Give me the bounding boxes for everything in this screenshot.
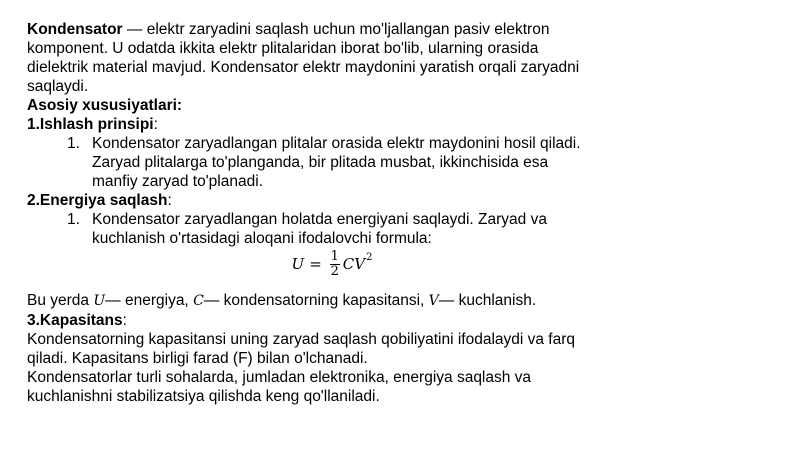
explanation-var-u: U [93,293,106,309]
section1-list-item [27,134,597,191]
formula-equals: = [309,255,322,273]
intro-paragraph [27,20,597,96]
explanation-prefix: Bu yerda [27,292,94,309]
section1-item-text: Kondensator zaryadlangan plitalar orasida elektr maydonini hosil qiladi. Zaryad plitalarga to'planganda, bir plitada musbat, ikkinchisida esa manfiy zaryad to'planadi. [92,135,581,190]
section3-colon: : [122,312,127,329]
section2-heading: 2.Energiya saqlash [27,192,168,209]
explanation-text-v: — kuchlanish. [438,292,537,309]
section3-paragraph2: Kondensatorlar turli sohalarda, jumladan elektronika, energiya saqlash va kuchlanishni stabilizatsiya qilishda keng qo'llaniladi. [27,369,532,405]
section3-heading: 3.Kapasitans [27,312,123,329]
formula-denominator: 2 [330,264,339,279]
energy-formula [27,250,597,290]
explanation-var-c: C [193,293,204,309]
formula-expression [292,250,373,279]
explanation-text-u: — energiya, [105,292,194,309]
explanation-text-c: — kondensatorning kapasitansi, [203,292,429,309]
section1-heading: 1.Ishlash prinsipi [27,116,154,133]
section1-heading-line [27,115,597,134]
section2-item-text: Kondensator zaryadlangan holatda energiyani saqlaydi. Zaryad va kuchlanish o'rtasidagi aloqani ifodalovchi formula: [92,211,547,247]
formula-exponent: 2 [366,252,373,263]
section2-colon: : [167,192,172,209]
formula-fraction [330,250,340,279]
intro-term: Kondensator [27,21,123,38]
formula-explanation [27,291,597,311]
section1-colon: : [153,116,158,133]
formula-lhs: U [291,255,305,273]
section1-item-number: 1. [67,135,80,152]
section2-heading-line [27,191,597,210]
formula-rhs: CV [342,255,366,273]
explanation-var-v: V [428,293,439,309]
features-heading: Asosiy xususiyatlari: [27,97,183,114]
document-body [27,20,597,406]
intro-text: — elektr zaryadini saqlash uchun mo'ljallangan pasiv elektron komponent. U odatda ikkita elektr plitalaridan iborat bo'lib, ularning orasida dielektrik material mavjud. Kondensator elektr maydonini yaratish orqali zaryadni saqlaydi. [27,21,580,95]
section2-item-number: 1. [67,211,80,228]
section3-heading-line [27,311,597,330]
section3-paragraph1: Kondensatorning kapasitansi uning zaryad saqlash qobiliyatini ifodalaydi va farq qiladi. Kapasitans birligi farad (F) bilan o'lchanadi. [27,331,576,367]
formula-numerator: 1 [330,249,339,264]
section2-list-item [27,210,597,248]
